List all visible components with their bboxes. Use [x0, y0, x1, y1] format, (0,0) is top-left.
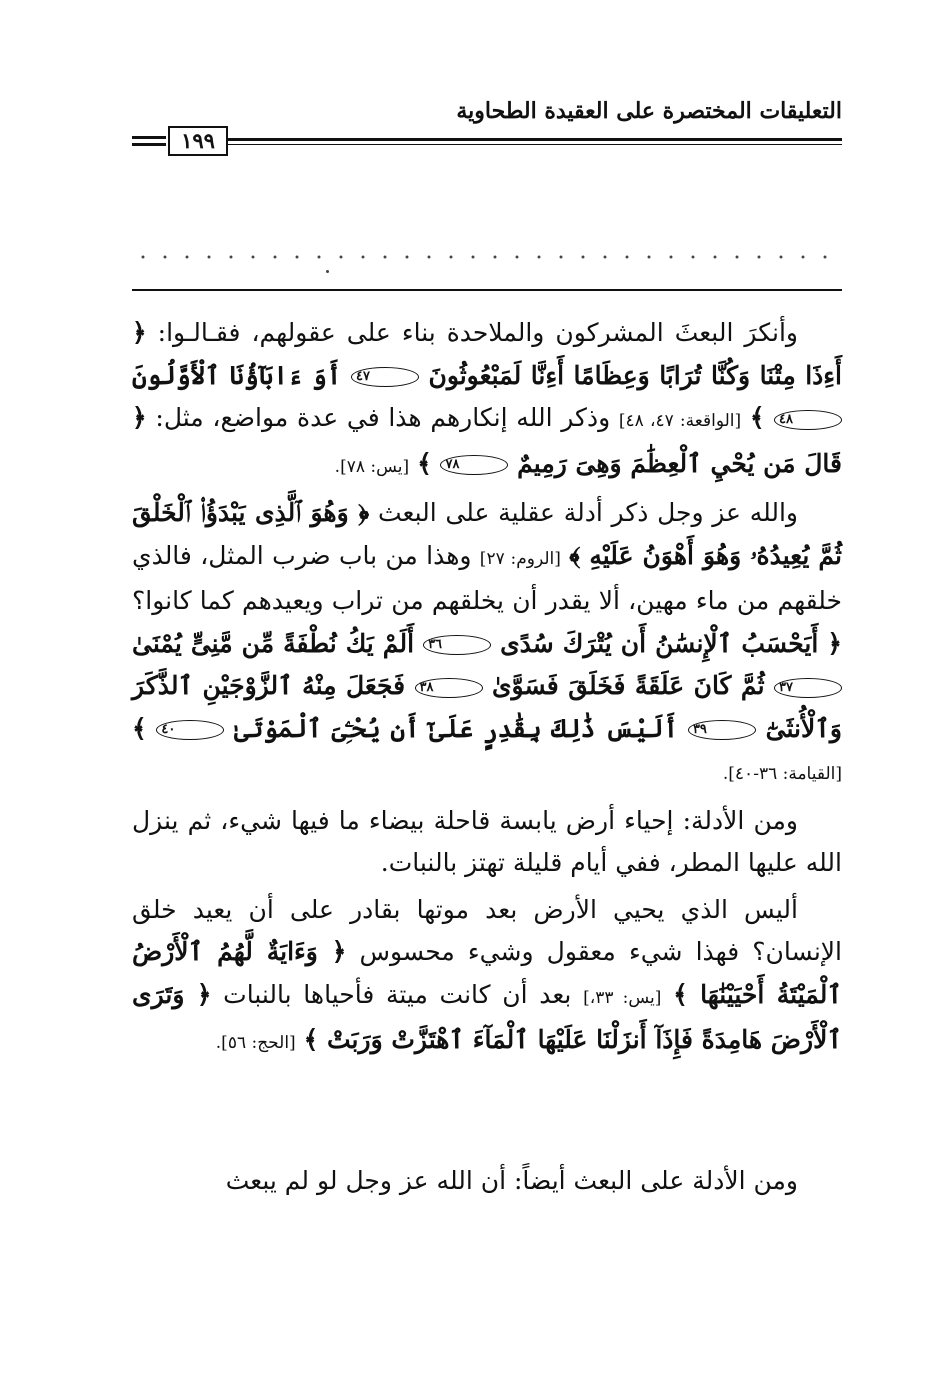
p1-quote-b: أَوَ ءَابَآؤُنَا ٱلْأَوَّلُونَ — [132, 360, 342, 390]
paragraph-5: ومن الأدلة على البعث أيضاً: أن الله عز وجل لو لم يبعث — [225, 1166, 798, 1195]
ayah-number: ٣٩ — [688, 720, 756, 740]
p4-text-mid: بعد أن كانت ميتة فأحياها بالنبات — [223, 979, 572, 1009]
p1-quote2-end: ﴾ — [417, 448, 432, 478]
p4-quote: ﴿ وَءَايَةٌ لَّهُمُ ٱلْأَرْضُ ٱلْمَيْتَةُ أَحْيَيْنَٰهَا ﴾ — [132, 937, 842, 1009]
p2-reference-2: [القيامة: ٣٦-٤٠]. — [722, 764, 842, 784]
p1-reference-2: [يس: ٧٨]. — [334, 456, 410, 477]
p1-text: وأنكرَ البعثَ المشركون والملاحدة بناء على عقولهم، فقـالـوا: — [157, 318, 798, 347]
p1-quote2-a: ﴿ قَالَ مَن يُحْيِ ٱلْعِظَٰمَ وَهِىَ رَمِيمٌ — [132, 403, 842, 478]
p2-q-c: ثُمَّ كَانَ عَلَقَةً فَخَلَقَ فَسَوَّىٰ — [491, 671, 765, 700]
p1-text-mid: وذكر الله إنكارهم هذا في عدة مواضع، مثل: — [155, 403, 611, 432]
dot-mark — [326, 270, 329, 273]
p2-q-end: ﴾ — [132, 713, 147, 743]
p3-text: ومن الأدلة: إحياء أرض يابسة قاحلة بيضاء ما فيها شيء، ثم ينزل الله عليها المطر، ففي أيام قليلة تهتز بالنبات. — [132, 805, 842, 877]
p2-q-d: فَجَعَلَ مِنْهُ ٱلزَّوْجَيْنِ ٱلذَّكَرَ وَٱلْأُنثَىٰٓ — [132, 671, 842, 743]
p2-q-a: ﴿ أَيَحْسَبُ ٱلْإِنسَٰنُ أَن يُتْرَكَ سُدًى — [500, 628, 842, 658]
ayah-number: ٣٦ — [423, 635, 491, 655]
paragraph-2 — [132, 492, 842, 796]
paragraph-4 — [132, 889, 842, 1065]
p1-quote-end: ﴾ — [749, 403, 765, 432]
p2-text-mid: وهذا من باب ضرب المثل، فالذي خلقهم من ماء مهين، ألا يقدر أن يخلقهم من تراب ويعيدهم كما كانوا؟ — [132, 540, 842, 615]
p2-text: والله عز وجل ذكر أدلة عقلية على البعث — [377, 498, 799, 527]
ayah-number: ٧٨ — [440, 455, 508, 475]
paragraph-3 — [132, 800, 842, 885]
p4-reference: [يس: ٣٣،] — [583, 987, 662, 1008]
p2-q-b: أَلَمْ يَكُ نُطْفَةً مِّن مَّنِىٍّ يُمْنَىٰ — [132, 628, 415, 658]
p4-text: أليس الذي يحيي الأرض بعد موتها بقادر على أن يعيد خلق الإنسان؟ فهذا شيء معقول وشيء محسوس — [132, 894, 842, 966]
ayah-number: ٤٠ — [156, 720, 224, 740]
p4-quote-2: ﴿ وَتَرَى ٱلْأَرْضَ هَامِدَةً فَإِذَآ أَنزَلْنَا عَلَيْهَا ٱلْمَآءَ ٱهْتَزَّتْ وَرَبَتْ ﴾ — [132, 979, 842, 1054]
page-number: ١٩٩ — [168, 126, 228, 156]
ayah-number: ٣٨ — [415, 678, 483, 698]
ayah-number: ٣٧ — [774, 678, 842, 698]
header-dash-top — [132, 136, 166, 139]
p2-quote-2 — [132, 629, 842, 743]
p2-q-e: أَلَيْسَ ذَٰلِكَ بِقَٰدِرٍ عَلَىٰٓ أَن يُحْـِۧىَ ٱلْمَوْتَىٰ — [234, 713, 679, 743]
p4-reference-2: [الحج: ٥٦]. — [215, 1033, 296, 1053]
p2-quote: ﴿ وَهُوَ ٱلَّذِى يَبْدَؤُا۟ ٱلْخَلْقَ ثُمَّ يُعِيدُهُۥ وَهُوَ أَهْوَنُ عَلَيْهِ ﴾ — [132, 498, 842, 570]
p1-reference: [الواقعة: ٤٧، ٤٨] — [618, 411, 742, 431]
body-text — [132, 312, 842, 1069]
p2-reference: [الروم: ٢٧] — [479, 548, 561, 569]
ayah-number: ٤٧ — [351, 367, 419, 387]
header-title: التعليقات المختصرة على العقيدة الطحاوية — [456, 98, 842, 124]
dotted-separator — [132, 255, 842, 259]
section-rule — [132, 289, 842, 291]
ayah-number: ٤٨ — [774, 410, 842, 430]
p1-quote-a: ﴿ أَءِذَا مِتْنَا وَكُنَّا تُرَابًا وَعِظَامًا أَءِنَّا لَمَبْعُوثُونَ — [132, 318, 842, 390]
paragraph-1 — [132, 312, 842, 488]
header-rule — [226, 138, 842, 145]
header-dash-bottom — [132, 143, 166, 146]
